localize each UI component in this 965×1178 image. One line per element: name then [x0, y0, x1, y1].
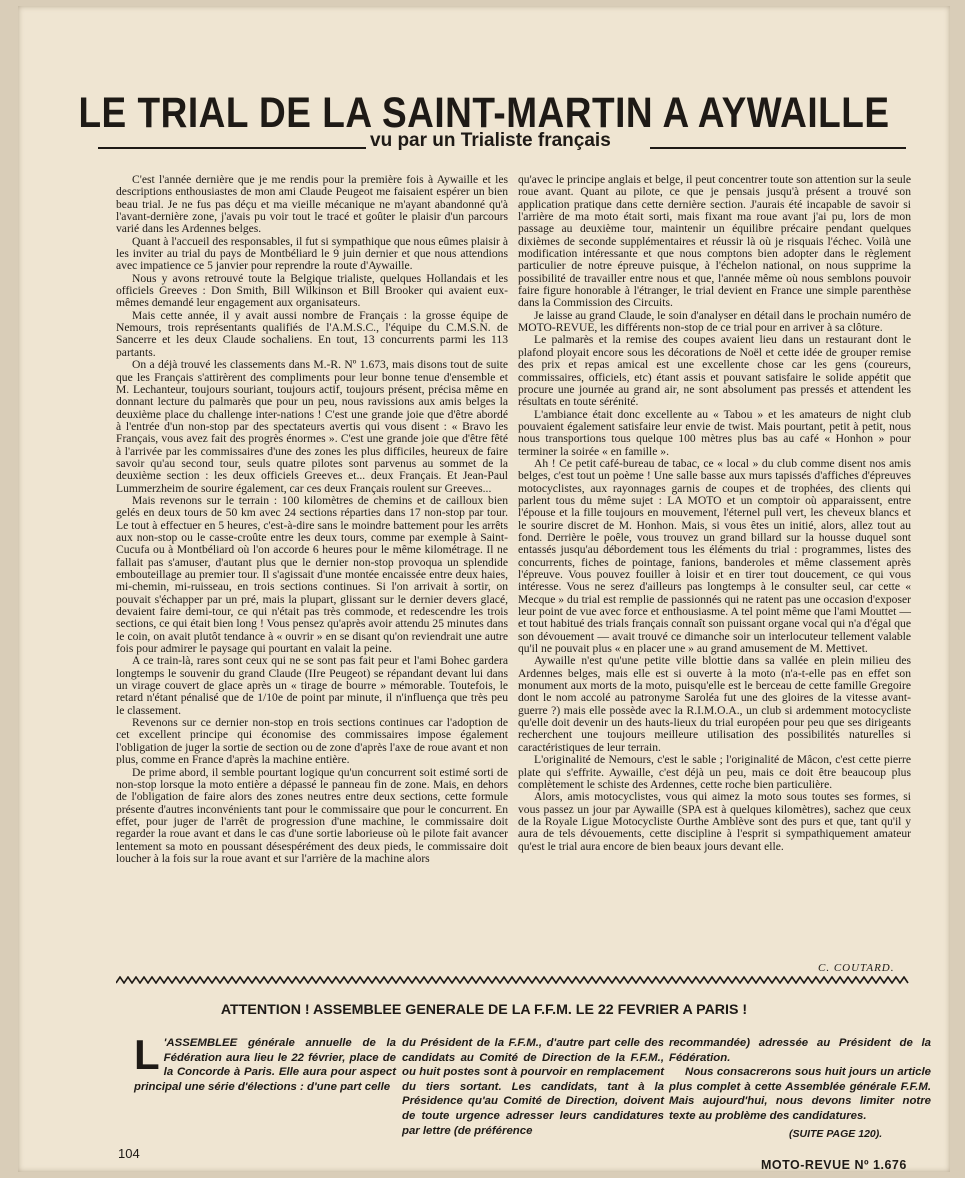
subtitle-rule-right: [650, 147, 906, 149]
paragraph: De prime abord, il semble pourtant logique qu'un concurrent soit estimé sorti de non-stop lorsque la moto entière a dépassé le panneau fin de zone. Mais, en dehors de l'obligation de faire alors des zones neutres entre deux sections, cette formule présente d'autres inconvénients tant pour le commissaire que pour le concurrent. En effet, pour juger de l'arrêt de progression d'une machine, le commissaire doit regarder la roue avant et dans le cas d'une sortie laborieuse où le pilote fait avancer lentement sa moto en poussant désespérément des deux pieds, le commissaire doit loucher à la fois sur la roue avant et sur l'arrière de la machine alors: [116, 765, 508, 865]
paragraph: Mais revenons sur le terrain : 100 kilomètres de chemins et de cailloux bien gelés en deux tours de 50 km avec 24 sections réparties dans 17 non-stop par tour. Le tout à effectuer en 5 heures, c'est-à-dire sans le moindre battement pour les arrêts aux non-stop ou le casse-croûte entre les deux tours, comme par exemple à Saint-Cucufa ou à Montbéliard où l'on accorde 6 heures pour le même kilométrage. Il ne fallait pas s'amuser, d'autant plus que le dernier non-stop provoqua un splendide embouteillage au premier tour. Il s'agissait d'une montée encaissée entre deux haies, mi-chemin, mi-ruisseau, en trois sections continues. Si l'on arrivait à sortir, on pouvait s'échapper par un pré, mais la plupart, glissant sur le dernier devers glacé, devaient faire demi-tour, ce qui n'était pas très commode, et redescendre les trois sections, ce qui était bien long ! Vous pensez qu'après avoir attendu 25 minutes dans le coin, on avait plutôt tendance à « ouvrir » en se disant qu'on reviendrait une autre fois pour admirer le paysage qui pourtant en valait la peine.: [116, 493, 508, 656]
paragraph: On a déjà trouvé les classements dans M.-R. Nº 1.673, mais disons tout de suite que les Français s'attirèrent des compliments pour leur bonne tenue d'ensemble et M. Lechanteur, toujours souriant, toujours actif, toujours présent, précisa même en donnant lecture du palmarès que pour un peu, nous ravissions aux amis belges la deuxième place du challenge inter-nations ! C'est une grande joie que d'être abordé à l'entrée d'un non-stop par des spectateurs avertis qui vous disent : « Bravo les Français, vous avez fait des progrès énormes ». C'est une grande joie que d'être fêté à l'arrivée par les commissaires d'une des zones les plus difficiles, heureux de faire savoir qu'au second tour, seuls quatre pilotes sont parvenus au sommet de la deuxième section : les deux officiels Greeves et... deux Français. Et Jean-Paul Lummerzheim de sourire également, car ces deux Français roulent sur Greeves...: [116, 358, 508, 495]
drop-cap: L: [134, 1031, 160, 1078]
page-number: 104: [118, 1146, 140, 1161]
subtitle-rule-left: [98, 147, 366, 149]
paragraph: C'est l'année dernière que je me rendis pour la première fois à Aywaille et les descriptions enthousiastes de mon ami Claude Peugeot me faisaient espérer un bien beau trial. Je ne fus pas déçu et ma vieille mécanique ne m'ayant abandonné qu'à l'avant-dernière zone, j'avais pu voir tout le tracé et goûter le plaisir d'un parcours varié dans les Ardennes belges.: [116, 173, 508, 236]
paragraph: L'originalité de Nemours, c'est le sable ; l'originalité de Mâcon, c'est cette pierre plate qui s'effrite. Aywaille, c'est déjà un peu, mais ce doit être beaucoup plus complètement le schiste des Ardennes, cette roche bien particulière.: [518, 753, 911, 791]
notice-text: Nous consacrerons sous huit jours un article plus complet à cette Assemblée générale F.F.M. Mais aujourd'hui, nous devons limiter notre texte au problème des candidatures.: [669, 1066, 931, 1122]
paragraph: Aywaille n'est qu'une petite ville blottie dans sa vallée en plein milieu des Ardennes belges, mais elle est si ouverte à la moto (n'a-t-elle pas en effet son monument aux morts de la moto, puisqu'elle est le berceau de cette famille Gregoire dont le nom accolé au patronyme Saroléa fut une des gloires de la vitesse avant-guerre ?) mais elle possède avec la R.I.M.O.A., un club si ardemment motocycliste qu'elle doit devenir un des hauts-lieux du trial européen pour peu que ses dirigeants recherchent une toujours meilleure utilisation des possibilités naturelles si caractéristiques de leur terrain.: [518, 654, 911, 754]
paragraph: qu'avec le principe anglais et belge, il peut concentrer toute son attention sur la seule roue avant. Quant au pilote, ce que je pensais jusqu'à présent a trouvé son application pratique dans cette dernière section. J'aurais été incapable de savoir si l'arrière de ma moto était sorti, mais fixant ma roue avant j'ai pu, lors de mon passage au deuxième tour, maintenir un équilibre précaire pendant quelques dixièmes de seconde supplémentaires et réussir là où je risquais l'échec. Voilà une modification intéressante et que nous comptons bien adopter dans le règlement particulier de notre épreuve puisque, à l'échelon national, on nous supprime la possibilité de travailler entre nous et que, l'année même où nous semblons pouvoir faire figure honorable à l'étranger, le trial devient en France une simple parenthèse dans la Commission des Circuits.: [518, 173, 911, 310]
notice-text: du Président de la F.F.M., d'autre part celle des candidats au Comité de Direction de la F.F.M., ou huit postes sont à pourvoir en remplacement du tiers sortant. Les candidats, tant à la Présidence qu'au Comité de Direction, doivent de toute urgence adresser leurs candidatures par lettre (de préférence: [402, 1037, 664, 1137]
paragraph: Revenons sur ce dernier non-stop en trois sections continues car l'adoption de cet excellent principe qui économise des commissaires impose également l'obligation de juger la sortie de section ou de zone d'après l'axe de roue avant et non plus, comme en France d'après la machine entière.: [116, 716, 508, 767]
decorative-divider: [116, 976, 911, 984]
paragraph: L'ambiance était donc excellente au « Tabou » et les amateurs de night club pouvaient également satisfaire leur envie de twist. Mais pourtant, petit à petit, nous nous transportions tous quelque 100 mètres plus bas au café « Honhon » pour terminer la soirée « en famille ».: [518, 407, 911, 458]
paragraph: Mais cette année, il y avait aussi nombre de Français : la grosse équipe de Nemours, trois représentants qualifiés de l'A.M.S.C., l'équipe du C.M.S.N. de Sancerre et les deux Claude sochaliens. En tout, 13 concurrents parmi les 113 partants.: [116, 308, 508, 359]
publication-name: MOTO-REVUE Nº 1.676: [761, 1158, 907, 1172]
magazine-page: [18, 6, 950, 1172]
paragraph: Je laisse au grand Claude, le soin d'analyser en détail dans le prochain numéro de MOTO-REVUE, les différents non-stop de ce trial pour en arriver à sa clôture.: [518, 308, 911, 335]
notice-text: recommandée) adressée au Président de la Fédération.: [669, 1037, 931, 1064]
notice-text: 'ASSEMBLEE générale annuelle de la Fédération aura lieu le 22 février, place de la Concorde à Paris. Elle aura pour aspect principal une série d'élections : d'une part celle: [134, 1037, 396, 1093]
paragraph: Alors, amis motocyclistes, vous qui aimez la moto sous toutes ses formes, si vous passez un jour par Aywaille (SPA est à quelques kilomètres), sachez que ceux de la Royale Ligue Motocycliste Ourthe Amblève sont des purs et que, tant qu'il y aura de tels dévouements, cette discipline à l'esprit si sympathiquement amateur qu'est le trial aura encore de bien beaux jours devant elle.: [518, 790, 911, 853]
notice-column-2: [402, 1036, 664, 1138]
author-signature: C. COUTARD.: [818, 962, 895, 974]
article-column-1: [116, 174, 508, 865]
paragraph: A ce train-là, rares sont ceux qui ne se sont pas fait peur et l'ami Bohec gardera longtemps le souvenir du grand Claude (IIre Peugeot) se répandant devant lui dans un virage couvert de glace après un « tirage de bourre » mémorable. Toutefois, le retard n'étant pénalisé que de 1/10e de point par minute, il n'influença que très peu le classement.: [116, 654, 508, 717]
paragraph: Quant à l'accueil des responsables, il fut si sympathique que nous eûmes plaisir à les inviter au trial du pays de Montbéliard le 9 juin dernier et que nous attendions avec impatience ce 5 janvier pour reprendre la route d'Aywaille.: [116, 234, 508, 273]
paragraph: Le palmarès et la remise des coupes avaient lieu dans un restaurant dont le plafond ployait encore sous les décorations de Noël et cette idée de grouper remise des prix et repas amical est une excellente chose car les gens (coureurs, commissaires, officiels, etc) étant assis et pouvant satisfaire le solide appétit que procure une journée au grand air, ne sont absolument pas pressés et attendent les résultats en toute sérénité.: [518, 333, 911, 409]
notice-column-3: [669, 1036, 931, 1124]
paragraph: Nous y avons retrouvé toute la Belgique trialiste, quelques Hollandais et les officiels Greeves : Don Smith, Bill Wilkinson et Bill Brooker qui avaient eux-mêmes demandé leur engagement aux organisateurs.: [116, 271, 508, 310]
article-subtitle: vu par un Trialiste français: [370, 130, 611, 151]
continued-note: (SUITE PAGE 120).: [789, 1128, 883, 1140]
paragraph: Ah ! Ce petit café-bureau de tabac, ce « local » du club comme disent nos amis belges, c'est tout un poème ! Une salle basse aux murs tapissés d'affiches d'épreuves motocyclistes, aux rayonnages garnis de coupes et de trophées, des clients qui parlent tous du même sujet : LA MOTO et un comptoir où apparaissent, entre l'épouse et la fille toujours en mouvement, l'éternel pull vert, les cheveux blancs et le sourire discret de M. Honhon. Mais, si vous êtes un initié, alors, allez tout au fond. Derrière le poêle, vous trouvez un grand billard sur la housse duquel sont entassés jusqu'au débordement tous les éléments du trial : programmes, listes des concurrents, fiches de pointage, fanions, banderoles et même classement après l'épreuve. Vous pouvez fouiller à loisir et en tirer tout doucement, ce qui vous intéresse. Vous ne serez d'ailleurs pas longtemps à le consulter seul, car cette « Mecque » du trial est remplie de passionnés qui ne ratent pas une occasion d'exposer leur point de vue avec force et enthousiasme. A tel point même que l'ami Mouttet — et tout habitué des trials français connaît son puissant organe vocal qui n'a d'égal que son dévouement — avait trouvé ce dimanche soir un interlocuteur tellement valable qu'il ne pouvait plus « en placer une » au grand amusement de M. Mettivet.: [518, 456, 911, 656]
notice-heading: ATTENTION ! ASSEMBLEE GENERALE DE LA F.F.M. LE 22 FEVRIER A PARIS !: [220, 1002, 748, 1018]
notice-column-1: [134, 1031, 396, 1094]
article-title: LE TRIAL DE LA SAINT-MARTIN A AYWAILLE: [78, 88, 890, 136]
article-column-2: [518, 174, 911, 853]
